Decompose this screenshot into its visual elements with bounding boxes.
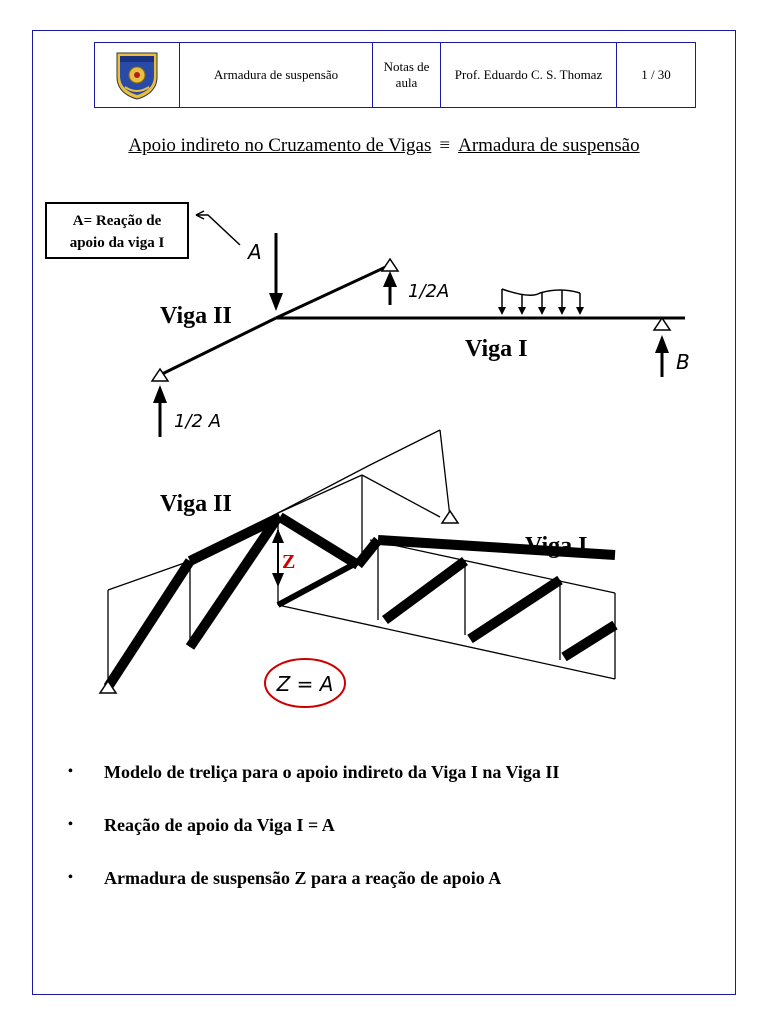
equation-Z-equals-A: Z = A xyxy=(276,672,334,696)
title-right: Armadura de suspensão xyxy=(458,135,640,156)
load-A-arrowhead xyxy=(269,293,283,311)
note-line-2: apoio da viga I xyxy=(69,235,165,251)
header-notes: Notas de aula xyxy=(373,43,441,107)
title-left: Apoio indireto no Cruzamento de Vigas xyxy=(128,135,432,156)
support-bottom-upper-icon xyxy=(442,511,458,523)
equivalence-symbol: ≡ xyxy=(439,135,451,156)
bullet-marker: • xyxy=(68,817,73,832)
label-viga-I-bottom: Viga I xyxy=(525,533,588,559)
label-A: A xyxy=(248,240,262,264)
bullet-text: Reação de apoio da Viga I = A xyxy=(104,815,335,835)
truss-diagram xyxy=(40,195,730,715)
header-author: Prof. Eduardo C. S. Thomaz xyxy=(441,43,617,107)
bullet-marker: • xyxy=(68,870,73,885)
note-box xyxy=(46,203,188,258)
list-item xyxy=(62,866,742,919)
label-B: B xyxy=(676,350,690,374)
list-item xyxy=(62,813,742,866)
bullet-text: Armadura de suspensão Z para a reação de apoio A xyxy=(104,868,502,888)
note-line-1: A= Reação de xyxy=(72,213,162,229)
label-half-A-lower: 1/2 A xyxy=(174,411,222,432)
header-title: Armadura de suspensão xyxy=(180,43,373,107)
bullet-text: Modelo de treliça para o apoio indireto da Viga I na Viga II xyxy=(104,762,560,782)
label-viga-II-bottom: Viga II xyxy=(160,491,232,517)
label-half-A-upper: 1/2A xyxy=(408,281,450,302)
page-title xyxy=(0,135,768,157)
institution-shield-icon xyxy=(111,49,163,101)
list-item xyxy=(62,760,742,813)
bullet-marker: • xyxy=(68,764,73,779)
label-viga-II-top: Viga II xyxy=(160,303,232,329)
support-right-icon xyxy=(654,318,670,330)
support-upper-icon xyxy=(382,259,398,271)
header-table xyxy=(94,42,696,108)
label-viga-I-top: Viga I xyxy=(465,336,528,362)
page-number: 1 / 30 xyxy=(641,67,671,82)
logo-cell xyxy=(95,43,180,107)
viga-II-upper-segment xyxy=(276,265,390,318)
distributed-load xyxy=(498,289,584,315)
label-Z: Z xyxy=(282,551,296,573)
note-pointer-arrow xyxy=(196,215,240,245)
bullet-list xyxy=(62,760,742,919)
